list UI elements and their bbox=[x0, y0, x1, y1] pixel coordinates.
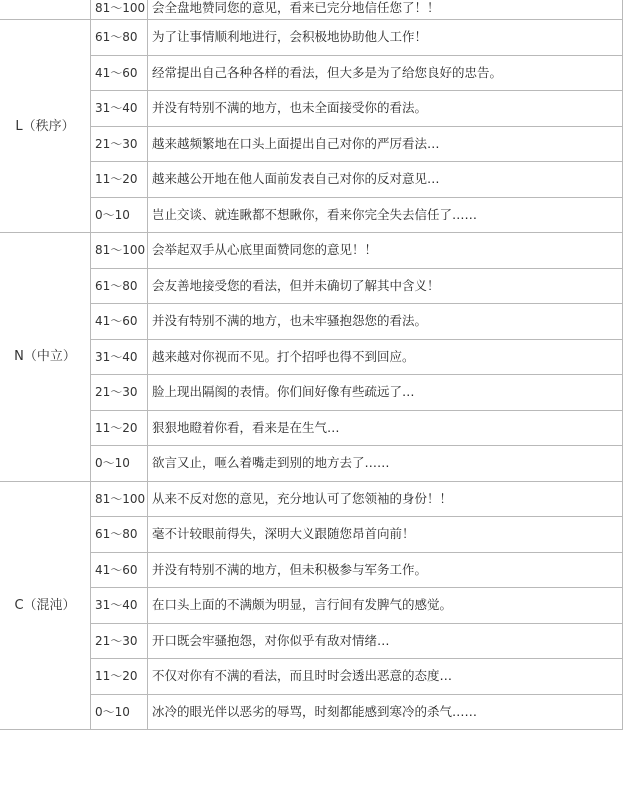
description-cell: 在口头上面的不满颇为明显，言行间有发脾气的感觉。 bbox=[148, 588, 623, 624]
range-cell: 41～60 bbox=[91, 55, 148, 91]
table-row bbox=[0, 694, 623, 730]
table-row bbox=[0, 0, 623, 20]
range-cell: 61～80 bbox=[91, 517, 148, 553]
table-row bbox=[0, 268, 623, 304]
table-row bbox=[0, 304, 623, 340]
description-cell: 脸上现出隔阂的表情。你们间好像有些疏远了… bbox=[148, 375, 623, 411]
range-cell: 11～20 bbox=[91, 162, 148, 198]
table-row bbox=[0, 20, 623, 56]
description-cell: 越来越对你视而不见。打个招呼也得不到回应。 bbox=[148, 339, 623, 375]
description-cell: 会举起双手从心底里面赞同您的意见！！ bbox=[148, 233, 623, 269]
table-row bbox=[0, 233, 623, 269]
description-cell: 越来越公开地在他人面前发表自己对你的反对意见… bbox=[148, 162, 623, 198]
table-row bbox=[0, 162, 623, 198]
range-cell: 81～100 bbox=[91, 0, 148, 20]
alignment-cell-c: C（混沌） bbox=[0, 481, 91, 730]
description-cell: 并没有特别不满的地方，但未积极参与军务工作。 bbox=[148, 552, 623, 588]
description-cell: 冰冷的眼光伴以恶劣的辱骂，时刻都能感到寒冷的杀气…… bbox=[148, 694, 623, 730]
range-cell: 21～30 bbox=[91, 126, 148, 162]
table-row bbox=[0, 126, 623, 162]
range-cell: 11～20 bbox=[91, 410, 148, 446]
range-cell: 21～30 bbox=[91, 375, 148, 411]
table-row bbox=[0, 481, 623, 517]
description-cell: 岂止交谈、就连瞅都不想瞅你，看来你完全失去信任了…… bbox=[148, 197, 623, 233]
description-cell: 开口既会牢骚抱怨，对你似乎有敌对情绪… bbox=[148, 623, 623, 659]
table-row bbox=[0, 339, 623, 375]
range-cell: 81～100 bbox=[91, 233, 148, 269]
range-cell: 11～20 bbox=[91, 659, 148, 695]
description-cell: 经常提出自己各种各样的看法，但大多是为了给您良好的忠告。 bbox=[148, 55, 623, 91]
description-cell: 欲言又止，咂么着嘴走到别的地方去了…… bbox=[148, 446, 623, 482]
range-cell: 31～40 bbox=[91, 91, 148, 127]
description-cell: 为了让事情顺利地进行，会积极地协助他人工作！ bbox=[148, 20, 623, 56]
table-row bbox=[0, 588, 623, 624]
description-cell: 并没有特别不满的地方，也未牢骚抱怨您的看法。 bbox=[148, 304, 623, 340]
range-cell: 0～10 bbox=[91, 197, 148, 233]
alignment-cell bbox=[0, 0, 91, 20]
table-row bbox=[0, 375, 623, 411]
description-cell: 不仅对你有不满的看法，而且时时会透出恶意的态度… bbox=[148, 659, 623, 695]
description-cell: 毫不计较眼前得失，深明大义跟随您昂首向前！ bbox=[148, 517, 623, 553]
range-cell: 41～60 bbox=[91, 552, 148, 588]
table-row bbox=[0, 552, 623, 588]
description-cell: 狠狠地瞪着你看，看来是在生气… bbox=[148, 410, 623, 446]
range-cell: 61～80 bbox=[91, 268, 148, 304]
range-cell: 61～80 bbox=[91, 20, 148, 56]
table-row bbox=[0, 446, 623, 482]
description-cell: 并没有特别不满的地方，也未全面接受你的看法。 bbox=[148, 91, 623, 127]
table-row bbox=[0, 410, 623, 446]
description-cell: 会全盘地赞同您的意见，看来已完分地信任您了！！ bbox=[148, 0, 623, 20]
description-cell: 从来不反对您的意见，充分地认可了您领袖的身份！！ bbox=[148, 481, 623, 517]
alignment-cell-n: N（中立） bbox=[0, 233, 91, 482]
table-row bbox=[0, 623, 623, 659]
range-cell: 21～30 bbox=[91, 623, 148, 659]
alignment-cell-l: L（秩序） bbox=[0, 20, 91, 233]
range-cell: 31～40 bbox=[91, 588, 148, 624]
description-cell: 会友善地接受您的看法，但并未确切了解其中含义！ bbox=[148, 268, 623, 304]
table-row bbox=[0, 659, 623, 695]
range-cell: 31～40 bbox=[91, 339, 148, 375]
description-cell: 越来越频繁地在口头上面提出自己对你的严厉看法… bbox=[148, 126, 623, 162]
table-row bbox=[0, 91, 623, 127]
table-row bbox=[0, 55, 623, 91]
range-cell: 0～10 bbox=[91, 694, 148, 730]
table-row bbox=[0, 197, 623, 233]
range-cell: 0～10 bbox=[91, 446, 148, 482]
table-row bbox=[0, 517, 623, 553]
range-cell: 41～60 bbox=[91, 304, 148, 340]
range-cell: 81～100 bbox=[91, 481, 148, 517]
